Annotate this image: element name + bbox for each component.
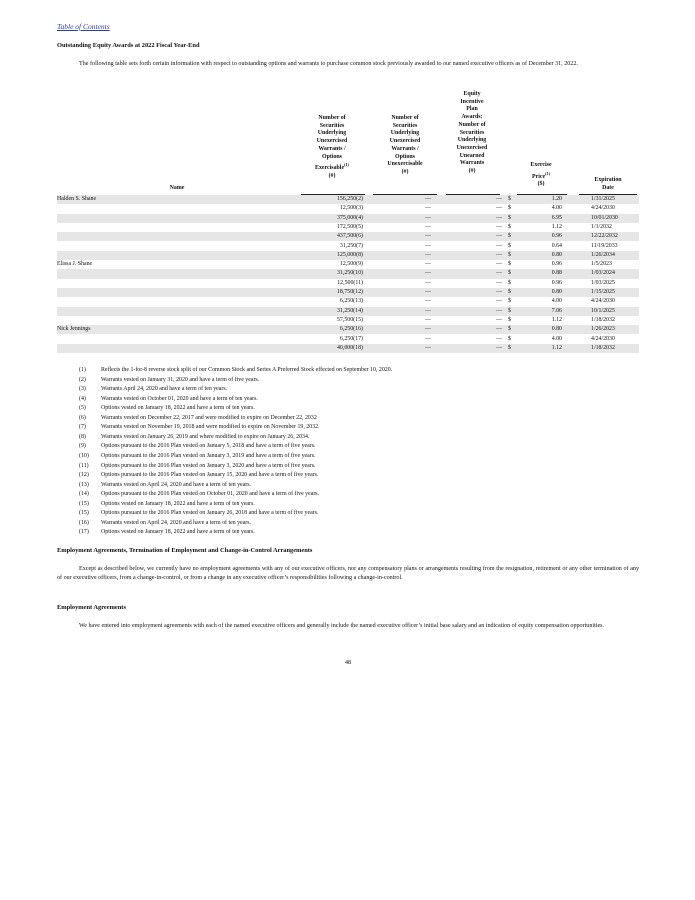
cell-price: 0.96 — [551, 279, 562, 286]
footnote-text: Warrants vested on January 31, 2020 and have a term of five years. — [101, 376, 260, 383]
table-row — [57, 325, 639, 334]
cell-equity: — — [496, 298, 502, 305]
footnote-number: (6) — [79, 414, 86, 421]
footnote-text: Warrants vested on April 24, 2020 and have a term of ten years. — [101, 481, 252, 488]
footnote — [79, 510, 318, 516]
footnote — [79, 434, 309, 440]
cell-exercisable: 437,500(6) — [336, 233, 363, 240]
cell-unexercisable: — — [425, 242, 431, 249]
section2-paragraph: Except as described below, we currently have no employment agreements with any of our executive officers, nor any compensatory plans or arrangements resulting from the resignation, retirement or any other termination of any of our executive officers, from a change-in-control, or from a change in any executive officer’s responsibilities following a change-in-control. — [57, 566, 639, 581]
cell-exercisable: 31,250(10) — [336, 270, 363, 277]
cell-equity: — — [496, 270, 502, 277]
cell-exercisable: 31,250(14) — [336, 307, 363, 314]
cell-exercisable: 18,750(12) — [336, 289, 363, 296]
cell-exercisable: 57,500(15) — [336, 316, 363, 323]
header-expiration-date: Expiration Date — [594, 177, 622, 191]
cell-date: 1/18/2032 — [591, 344, 615, 351]
table-row — [57, 316, 639, 325]
cell-unexercisable: — — [425, 196, 431, 203]
table-row — [57, 214, 639, 223]
cell-exercisable: 31,250(7) — [339, 242, 363, 249]
cell-exercisable: 12,500(11) — [337, 279, 363, 286]
cell-unexercisable: — — [425, 279, 431, 286]
table-row — [57, 335, 639, 344]
cell-unexercisable: — — [425, 270, 431, 277]
cell-exercisable: 6,250(13) — [339, 298, 363, 305]
cell-dollar: $ — [508, 196, 511, 203]
footnote-text: Warrants April 24, 2020 and have a term of ten years. — [101, 386, 228, 393]
cell-equity: — — [496, 335, 502, 342]
cell-dollar: $ — [508, 307, 511, 314]
cell-unexercisable: — — [425, 214, 431, 221]
footnote-text: Options pursuant to the 2016 Plan vested on October 01, 2020 and have a term of five years. — [101, 491, 320, 498]
footnote-text: Reflects the 1-for-8 reverse stock split of our Common Stock and Series A Preferred Stock effected on September 10, 2020. — [101, 367, 393, 373]
cell-price: 0.64 — [551, 242, 562, 249]
footnote-number: (15) — [79, 500, 89, 507]
table-row — [57, 223, 639, 232]
cell-dollar: $ — [508, 270, 511, 277]
cell-date: 1/1/2032 — [591, 223, 612, 230]
cell-equity: — — [496, 307, 502, 314]
footnote-number: (5) — [79, 405, 86, 412]
footnote — [79, 501, 255, 507]
cell-price: 4.00 — [551, 205, 562, 212]
cell-equity: — — [496, 279, 502, 286]
footnote-text: Warrants vested on November 19, 2018 and were modified to expire on November 19, 2032. — [101, 424, 320, 431]
section3-paragraph: We have entered into employment agreements with each of the named executive officers and generally include the named executive officer’s initial base salary and an indication of equity compensation opportunities. — [79, 623, 605, 629]
cell-price: 4.00 — [551, 298, 562, 305]
cell-dollar: $ — [508, 279, 511, 286]
footnote-number: (13) — [79, 481, 89, 488]
footnote-text: Options vested on January 18, 2022 and have a term of ten years. — [101, 529, 255, 536]
cell-date: 10/1/2025 — [591, 307, 615, 314]
footnote-text: Options vested on January 18, 2022 and have a term of ten years. — [101, 500, 255, 507]
cell-date: 4/24/2030 — [591, 205, 615, 212]
table-row — [57, 251, 639, 260]
footnote — [79, 529, 255, 535]
header-exercise-price: Exercise Price$^{(1)}$ ($) — [530, 162, 552, 188]
cell-exercisable: 172,500(5) — [336, 223, 363, 230]
cell-name: Elissa J. Shane — [57, 261, 93, 268]
cell-price: 0.88 — [551, 270, 562, 277]
cell-date: 12/22/2032 — [591, 233, 618, 240]
cell-date: 1/18/2032 — [591, 316, 615, 323]
cell-equity: — — [496, 251, 502, 258]
cell-date: 4/24/2030 — [591, 335, 615, 342]
table-row — [57, 242, 639, 251]
footnote-text: Options pursuant to the 2016 Plan vested on January 3, 2019 and have a term of five years. — [101, 452, 316, 459]
table-of-contents-link[interactable]: Table of Contents — [57, 22, 110, 31]
cell-dollar: $ — [508, 233, 511, 240]
header-name: Name — [169, 185, 185, 191]
cell-exercisable: 40,000(18) — [336, 344, 363, 351]
cell-dollar: $ — [508, 344, 511, 351]
footnote-number: (11) — [79, 462, 89, 469]
footnote-number: (16) — [79, 519, 89, 526]
footnote — [79, 386, 227, 392]
cell-dollar: $ — [508, 316, 511, 323]
cell-unexercisable: — — [425, 344, 431, 351]
cell-equity: — — [496, 326, 502, 333]
cell-exercisable: 375,000(4) — [336, 214, 363, 221]
cell-dollar: $ — [508, 205, 511, 212]
footnote-text: Options pursuant to the 2016 Plan vested on January 26, 2018 and have a term of five years. — [101, 510, 319, 517]
footnote — [79, 482, 251, 488]
footnote — [79, 405, 255, 411]
table-row — [57, 232, 639, 241]
footnote-text: Options pursuant to the 2016 Plan vested on January 5, 2018 and have a term of five years. — [101, 443, 316, 450]
cell-date: 11/19/2033 — [591, 242, 618, 249]
cell-unexercisable: — — [425, 223, 431, 230]
cell-equity: — — [496, 205, 502, 212]
footnote-text: Options vested on January 18, 2022 and have a term of ten years. — [101, 405, 255, 412]
footnote — [79, 377, 259, 383]
cell-price: 4.00 — [551, 335, 562, 342]
cell-date: 10/01/2030 — [591, 214, 618, 221]
cell-date: 1/03/2024 — [591, 270, 615, 277]
footnote-number: (3) — [79, 386, 86, 393]
cell-equity: — — [496, 242, 502, 249]
cell-date: 4/24/2030 — [591, 298, 615, 305]
cell-price: 0.80 — [551, 251, 562, 258]
table-row — [57, 269, 639, 278]
footnote-text: Options pursuant to the 2016 Plan vested on January 3, 2020 and have a term of five years. — [101, 462, 316, 469]
footnote-text: Warrants vested on December 22, 2017 and were modified to expire on December 22, 2032 — [101, 414, 317, 421]
cell-exercisable: 6,250(16) — [339, 326, 363, 333]
section-title: Outstanding Equity Awards at 2022 Fiscal Year-End — [57, 42, 200, 49]
table-row — [57, 195, 639, 204]
cell-dollar: $ — [508, 251, 511, 258]
cell-exercisable: 125,000(8) — [336, 251, 363, 258]
cell-equity: — — [496, 316, 502, 323]
cell-unexercisable: — — [425, 298, 431, 305]
footnote — [79, 443, 315, 449]
table-row — [57, 307, 639, 316]
cell-price: 0.80 — [551, 326, 562, 333]
footnote-number: (15) — [79, 510, 89, 517]
cell-price: 1.12 — [551, 223, 562, 230]
footnote — [79, 520, 251, 526]
cell-unexercisable: — — [425, 261, 431, 268]
footnote-number: (12) — [79, 472, 89, 479]
table-row — [57, 344, 639, 353]
footnote-text: Warrants vested on April 24, 2020 and have a term of ten years. — [101, 519, 252, 526]
cell-unexercisable: — — [425, 316, 431, 323]
table-row — [57, 279, 639, 288]
cell-price: 0.80 — [551, 289, 562, 296]
cell-date: 1/26/2023 — [591, 326, 615, 333]
cell-exercisable: 12,500(3) — [339, 205, 363, 212]
cell-price: 0.96 — [551, 261, 562, 268]
cell-price: 7.06 — [551, 307, 562, 314]
footnote-number: (8) — [79, 433, 86, 440]
cell-dollar: $ — [508, 242, 511, 249]
cell-date: 1/5/2023 — [591, 261, 612, 268]
cell-dollar: $ — [508, 326, 511, 333]
cell-dollar: $ — [508, 335, 511, 342]
cell-equity: — — [496, 289, 502, 296]
cell-exercisable: 156,250(2) — [336, 196, 363, 203]
footnote — [79, 463, 315, 469]
cell-unexercisable: — — [425, 307, 431, 314]
footnote — [79, 415, 317, 421]
cell-price: 6.95 — [551, 214, 562, 221]
cell-equity: — — [496, 196, 502, 203]
footnote-number: (14) — [79, 491, 89, 498]
footnote-number: (9) — [79, 443, 86, 450]
section3-title: Employment Agreements — [57, 604, 126, 611]
footnote-number: (10) — [79, 452, 89, 459]
footnote-number: (2) — [79, 376, 86, 383]
equity-awards-table — [57, 0, 639, 360]
cell-equity: — — [496, 233, 502, 240]
cell-name: Nick Jennings — [57, 326, 91, 333]
table-row — [57, 297, 639, 306]
cell-equity: — — [496, 223, 502, 230]
cell-dollar: $ — [508, 289, 511, 296]
cell-equity: — — [496, 344, 502, 351]
footnote-text: Warrants vested on January 26, 2019 and where modified to expire on January 26, 2034. — [101, 433, 310, 440]
cell-unexercisable: — — [425, 335, 431, 342]
table-row — [57, 204, 639, 213]
footnote-number: (4) — [79, 395, 86, 402]
footnote-text: Warrants vested on October 01, 2020 and have a term of ten years. — [101, 395, 258, 402]
footnote — [79, 491, 319, 497]
cell-dollar: $ — [508, 214, 511, 221]
cell-unexercisable: — — [425, 205, 431, 212]
cell-price: 1.12 — [551, 316, 562, 323]
footnote — [79, 396, 258, 402]
cell-equity: — — [496, 214, 502, 221]
section2-title: Employment Agreements, Termination of Employment and Change-in-Control Arrangements — [57, 547, 313, 554]
cell-exercisable: 12,500(9) — [339, 261, 363, 268]
cell-dollar: $ — [508, 298, 511, 305]
footnote-number: (7) — [79, 424, 86, 431]
footnote-text: Options pursuant to the 2016 Plan vested on January 15, 2020 and have a term of five years. — [101, 472, 319, 479]
table-row — [57, 288, 639, 297]
intro-paragraph: The following table sets forth certain information with respect to outstanding options and warrants to purchase common stock previously awarded to our named executive officers as of December 31, 2022. — [79, 61, 578, 67]
cell-price: 0.96 — [551, 233, 562, 240]
cell-equity: — — [496, 261, 502, 268]
page-number: 48 — [344, 659, 352, 666]
footnote — [79, 472, 318, 478]
cell-dollar: $ — [508, 223, 511, 230]
cell-exercisable: 6,250(17) — [339, 335, 363, 342]
header-exercisable: Number of Securities Underlying Unexercised Warrants / Options Exercisable$^{(1)}$ (#) — [315, 115, 349, 179]
cell-date: 1/15/2025 — [591, 289, 615, 296]
table-row — [57, 260, 639, 269]
cell-unexercisable: — — [425, 326, 431, 333]
cell-date: 1/31/2025 — [591, 196, 615, 203]
cell-date: 1/26/2034 — [591, 251, 615, 258]
header-unexercisable: Number of Securities Underlying Unexercised Warrants / Options Unexercisable (#) — [387, 115, 423, 175]
cell-unexercisable: — — [425, 289, 431, 296]
cell-unexercisable: — — [425, 233, 431, 240]
footnote — [79, 424, 320, 430]
cell-dollar: $ — [508, 261, 511, 268]
footnote-number: (17) — [79, 529, 89, 536]
footnote — [79, 367, 392, 373]
header-equity-incentive: Equity Incentive Plan Awards: Number of Securities Underlying Unexercised Unearned Warrants (#) — [456, 91, 488, 175]
cell-price: 1.20 — [551, 196, 562, 203]
cell-price: 1.12 — [551, 344, 562, 351]
cell-name: Halden S. Shane — [57, 196, 97, 203]
footnote — [79, 453, 315, 459]
cell-date: 1/03/2025 — [591, 279, 615, 286]
footnote-number: (1) — [79, 367, 86, 373]
cell-unexercisable: — — [425, 251, 431, 258]
